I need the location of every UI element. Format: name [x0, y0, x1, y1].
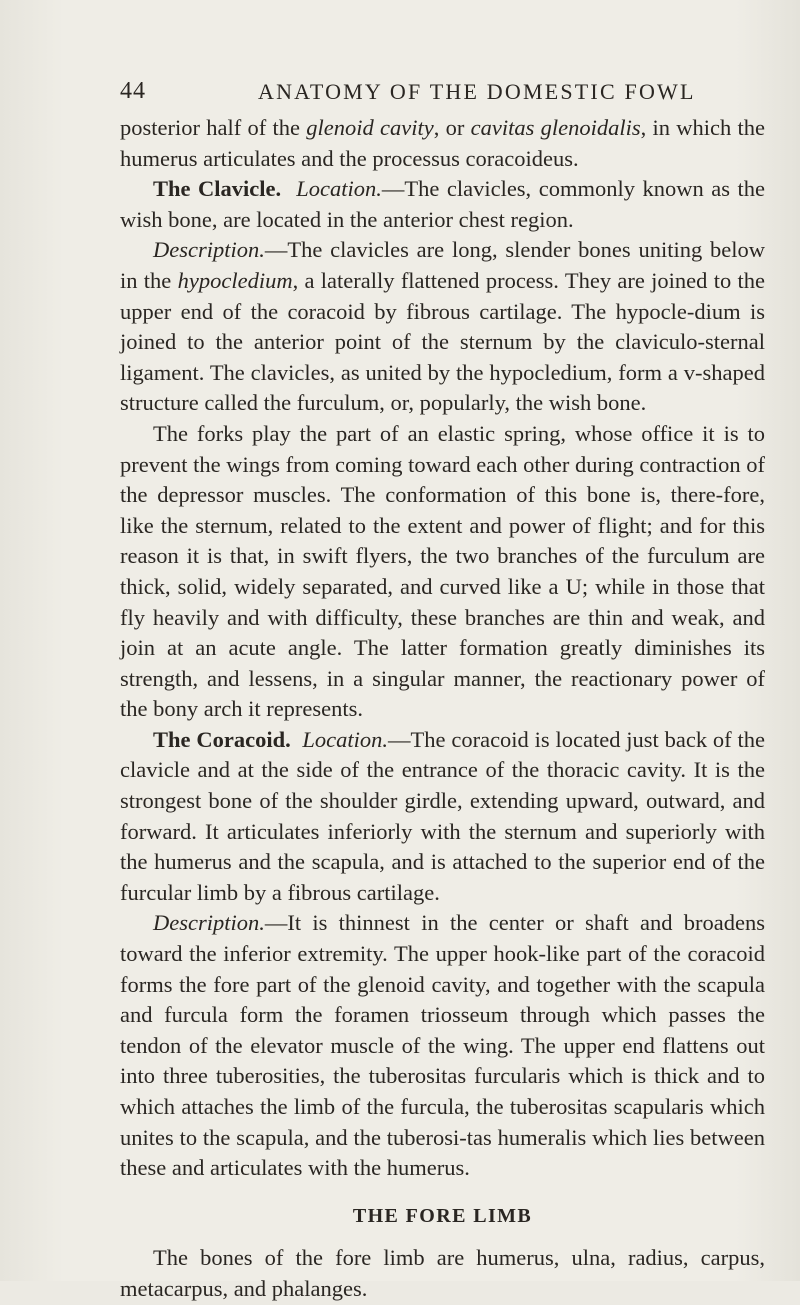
text-segment: , in which the humerus articulates and the processus coracoideus.	[120, 115, 765, 171]
text-segment: —It is thinnest in the center or shaft and broadens toward the inferior extremity. The upper hook-like part of the coracoid forms the fore part of the glenoid cavity, and together with the scapula and furcula form the foramen triosseum through which passes the tendon of the elevator muscle of the wing. The upper end flattens out into three tuberosities, the tuberositas furcularis which is thick and to which attaches the limb of the furcula, the tuberositas scapularis which unites to the scapula, and the tuberosi-tas humeralis which lies between these and articulates with the humerus.	[120, 910, 765, 1181]
section-title-fore-limb: THE FORE LIMB	[352, 1204, 533, 1227]
paragraph-fore-limb-bones: The bones of the fore limb are humerus, ulna, radius, carpus, metacarpus, and phalanges.	[120, 1245, 765, 1301]
text-segment: —The clavicles, commonly known as the wish bone, are located in the anterior chest region.	[120, 176, 766, 232]
label-location: Location.	[296, 176, 382, 202]
text-segment: —The clavicles are long, slender bones uniting below in the	[120, 237, 765, 293]
text-segment: —The coracoid is located just back of the clavicle and at the side of the entrance of the thoracic cavity. It is the strongest bone of the shoulder girdle, extending upward, outward, and forward. It articulates inferiorly with the sternum and superiorly with the humerus and the scapula, and is attached to the superior end of the furcular limb by a fibrous cartilage.	[120, 726, 765, 905]
text-segment: posterior half of the	[120, 115, 307, 140]
running-head: ANATOMY OF THE DOMESTIC FOWL	[258, 79, 696, 104]
paragraph-clavicle-location	[120, 174, 765, 235]
label-location: Location.	[302, 726, 389, 752]
label-description: Description.	[153, 237, 265, 263]
paragraph-coracoid-location	[120, 725, 765, 909]
body-text	[120, 113, 765, 1305]
text-segment: , a laterally flattened process. They are joined to the upper end of the coracoid by fibrous cartilage. The hypocle-dium is joined to the anterior point of the sternum by the claviculo-sternal ligament. The clavicles, as united by the hypocledium, form a v-shaped structure called the furculum, or, popularly, the wish bone.	[120, 267, 765, 416]
page-number: 44	[120, 78, 146, 104]
italic-term-cavitas-glenoidalis: cavitas glenoidalis	[470, 115, 641, 140]
page-header	[120, 78, 765, 108]
italic-term-glenoid-cavity: glenoid cavity	[306, 115, 434, 140]
heading-coracoid: The Coracoid.	[153, 726, 291, 752]
paragraph-clavicle-description	[120, 235, 765, 419]
italic-term-hypocledium: hypocledium	[177, 267, 293, 293]
text-segment: , or	[433, 115, 471, 140]
heading-clavicle: The Clavicle.	[153, 176, 282, 202]
paragraph-glenoid-continuation	[120, 113, 765, 174]
label-description: Description.	[153, 910, 265, 936]
paragraph-forks: The forks play the part of an elastic spring, whose office it is to prevent the wings from coming toward each other during contraction of the depressor muscles. The conformation of this bone is, there-fore, like the sternum, related to the extent and power of flight; and for this reason it is that, in swift flyers, the two branches of the furculum are thick, solid, widely separated, and curved like a U; while in those that fly heavily and with difficulty, these branches are thin and weak, and join at an acute angle. The latter formation greatly diminishes its strength, and lessens, in a singular manner, the reactionary power of the bony arch it represents.	[120, 420, 765, 722]
paragraph-coracoid-description	[120, 908, 765, 1183]
